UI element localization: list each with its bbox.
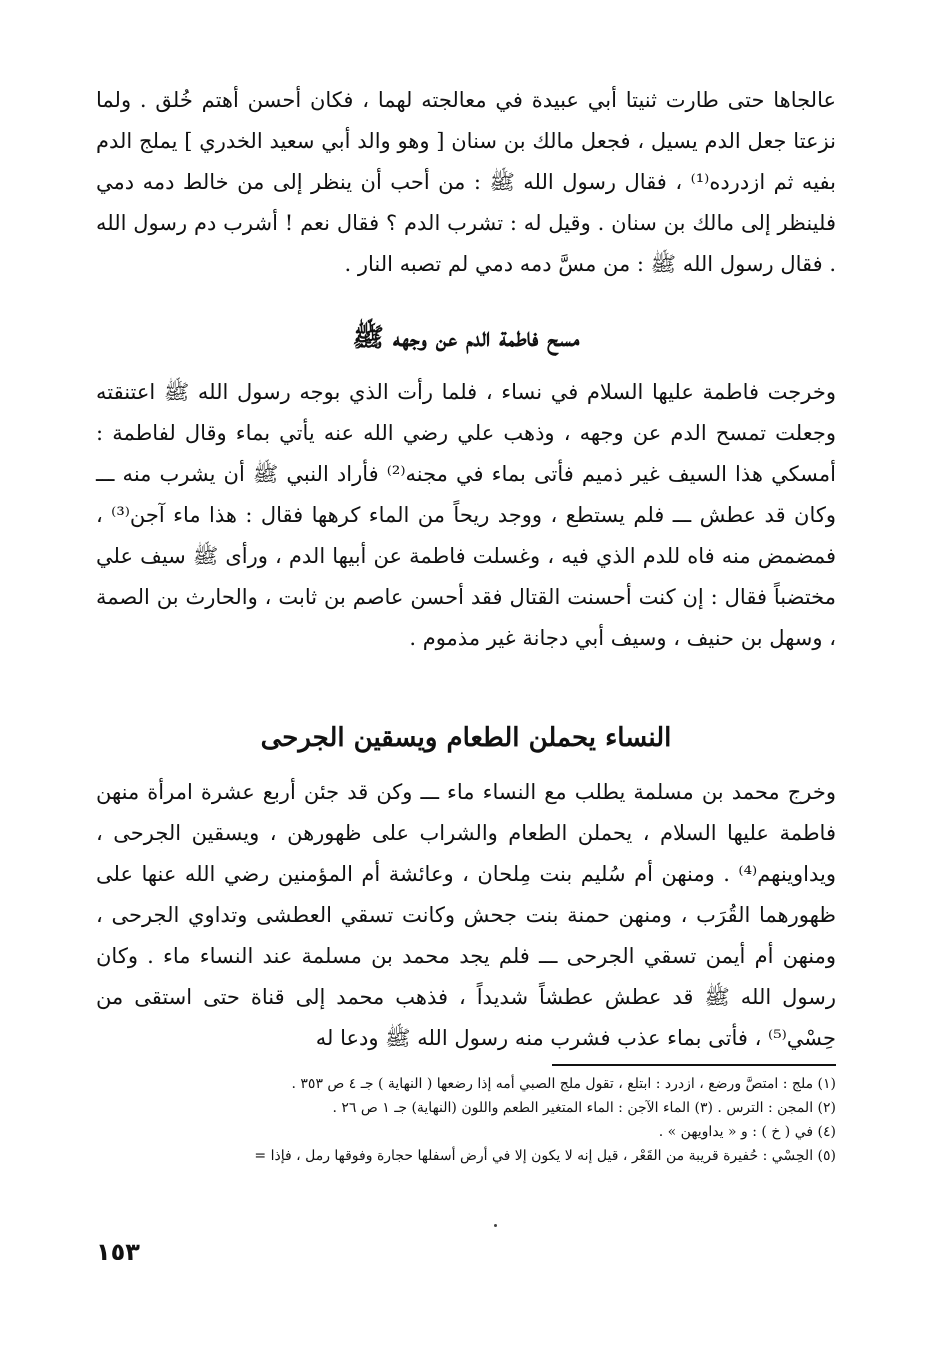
page-number: ١٥٣: [96, 1238, 140, 1266]
footnote-item: (٢) المجن : الترس . (٣) الماء الآجن : الماء المتغير الطعم واللون (النهاية) جـ ١ ص ٢٦ .: [332, 1100, 836, 1116]
footnote-item: (٤) في ( خ ) : و « يداويهن » .: [658, 1124, 836, 1140]
ink-speck: [494, 1224, 497, 1227]
paragraph-3-container: [96, 772, 836, 1059]
paragraph-1-container: [96, 80, 836, 285]
footnote-separator: [552, 1064, 836, 1066]
footnotes-list: [96, 1072, 836, 1168]
heading-women-carry-food: النساء يحملن الطعام ويسقين الجرحى: [260, 723, 672, 753]
footnote-item: (١) ملج : امتصَّ ورضع ، ازدرد : ابتلع ، تقول ملج الصبي أمه إذا رضعها ( النهاية ) جـ ٤ ص ٣٥٣ .: [291, 1076, 836, 1092]
paragraph-3: وخرج محمد بن مسلمة يطلب مع النساء ماء ـــ وكن قد جئن أربع عشرة امرأة منهن فاطمة عليها السلام ، يحملن الطعام والشراب على ظهورهن ، ويسقين الجرحى ، ويداوينهم⁽⁴⁾ . ومنهن أم سُليم بنت مِلحان ، وعائشة أم المؤمنين رضي الله عنها على ظهورهما القُرَب ، ومنهن حمنة بنت جحش وكانت تسقي العطشى وتداوي الجرحى ، ومنهن أم أيمن تسقي الجرحى ـــ فلم يجد محمد بن مسلمة عند النساء ماء . وكان رسول الله ﷺ قد عطش عطشاً شديداً ، فذهب محمد إلى قناة حتى استقى من حِسْي⁽⁵⁾ ، فأتى بماء عذب فشرب منه رسول الله ﷺ ودعا له: [96, 780, 836, 1050]
paragraph-2-container: [96, 372, 836, 659]
paragraph-1: عالجاها حتى طارت ثنيتا أبي عبيدة في معالجته لهما ، فكان أحسن أهتم خُلق . ولما نزعتا جعل الدم يسيل ، فجعل مالك بن سنان [ وهو والد أبي سعيد الخدري ] يملج الدم بفيه ثم ازدرده⁽¹⁾ ، فقال رسول الله ﷺ : من أحب أن ينظر إلى من خالط دمه دمي فلينظر إلى مالك بن سنان . وقيل له : تشرب الدم ؟ فقال نعم ! أشرب دم رسول الله . فقال رسول الله ﷺ : من مسَّ دمه دمي لم تصبه النار .: [96, 88, 836, 276]
footnote-item: (٥) الحِسْي : حُفيرة قريبة من القَعْر ، قيل إنه لا يكون إلا في أرض أسفلها حجارة وفوقها رمل ، فإذا =: [254, 1148, 836, 1164]
paragraph-2: وخرجت فاطمة عليها السلام في نساء ، فلما رأت الذي بوجه رسول الله ﷺ اعتنقته وجعلت تمسح الدم عن وجهه ، وذهب علي رضي الله عنه يأتي بماء وقال لفاطمة : أمسكي هذا السيف غير ذميم فأتى بماء في مجنه⁽²⁾ فأراد النبي ﷺ أن يشرب منه ـــ وكان قد عطش ـــ فلم يستطع ، ووجد ريحاً من الماء كرهها فقال : هذا ماء آجن⁽³⁾ ، فمضمض منه فاه للدم الذي فيه ، وغسلت فاطمة عن أبيها الدم ، ورأى ﷺ سيف علي مختضباً فقال : إن كنت أحسنت القتال فقد أحسن عاصم بن ثابت ، والحارث بن الصمة ، وسهل بن حنيف ، وسيف أبي دجانة غير مذموم .: [96, 380, 836, 650]
heading-fatima-wipes-blood: مسح فاطمة الدم عن وجهه ﷺ: [352, 323, 580, 353]
